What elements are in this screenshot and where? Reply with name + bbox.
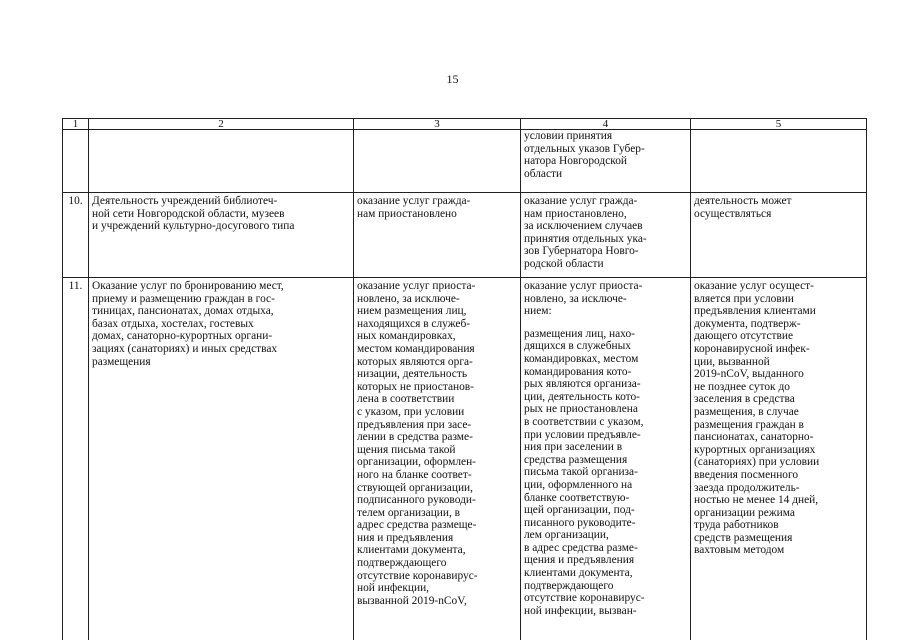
table-header-row <box>63 119 867 130</box>
regime-cell <box>521 278 691 640</box>
column-header: 3 <box>354 119 521 130</box>
regime-intro-text: оказание услуг приоста- новлено, за исключе- нием: <box>524 280 643 318</box>
regime-cell: оказание услуг гражда- нам приостановлено <box>354 193 521 278</box>
column-header: 5 <box>691 119 867 130</box>
activity-cell: Оказание услуг по бронированию мест, приему и размещению граждан в гос- тиницах, пансионатах, домах отдыха, базах отдыха, хостелах, гостевых домах, санаторно-курортных органи- зациях (санаториях) и иных средствах размещения <box>89 278 354 640</box>
regulation-table <box>62 118 867 640</box>
regime-cell: оказание услуг приоста- новлено, за исключе- нием размещения лиц, находящихся в служеб- ных командировках, местом командирования которых являются орга- низации, деятельность которых не приостанов- лена в соответствии с указом, при условии предъявления при засе- лении в средства разме- щения письма такой организации, оформлен- ного на бланке соответ- ствующей организации, подписанного руководи- телем организации, в адрес средства размеще- ния и предъявления клиентами документа, подтверждающего отсутствие коронавирус- ной инфекции, вызванной 2019-nCoV, <box>354 278 521 640</box>
row-number: 11. <box>63 278 89 640</box>
regime-cell <box>691 130 867 193</box>
page-number: 15 <box>446 72 459 86</box>
activity-cell <box>89 130 354 193</box>
regime-exception-text: размещения лиц, нахо- дящихся в служебных командировках, местом командирования кото- рых являются организа- ции, деятельность кото- рых не приостановлена в соответствии с указом, при условии предъявле- ния при заселении в средства размещения письма такой организа- ции, оформленного на бланке соответствую- щей организации, под- писанного руководите- лем организации, в адрес средства разме- щения и предъявления клиентами документа, подтверждающего отсутствие коронавирус- ной инфекции, вызван- <box>524 327 645 617</box>
regime-cell: условии принятия отдельных указов Губер- натора Новгородской области <box>521 130 691 193</box>
regime-cell <box>354 130 521 193</box>
regime-cell: деятельность может осуществляться <box>691 193 867 278</box>
table-row <box>63 278 867 640</box>
regime-cell: оказание услуг гражда- нам приостановлено, за исключением случаев принятия отдельных ука- зов Губернатора Новго- родской области <box>521 193 691 278</box>
column-header: 4 <box>521 119 691 130</box>
column-header: 2 <box>89 119 354 130</box>
row-number: 10. <box>63 193 89 278</box>
row-number <box>63 130 89 193</box>
table-row <box>63 193 867 278</box>
activity-cell: Деятельность учреждений библиотеч- ной сети Новгородской области, музеев и учреждений культурно-досугового типа <box>89 193 354 278</box>
table-row <box>63 130 867 193</box>
column-header: 1 <box>63 119 89 130</box>
regime-cell: оказание услуг осущест- вляется при условии предъявления клиентами документа, подтверж- дающего отсутствие коронавирусной инфек- ции, вызванной 2019-nCoV, выданного не позднее суток до заселения в средства размещения, в случае размещения граждан в пансионатах, санаторно- курортных организациях (санаториях) при условии введения посменного заезда продолжитель- ностью не менее 14 дней, организации режима труда работников средств размещения вахтовым методом <box>691 278 867 640</box>
